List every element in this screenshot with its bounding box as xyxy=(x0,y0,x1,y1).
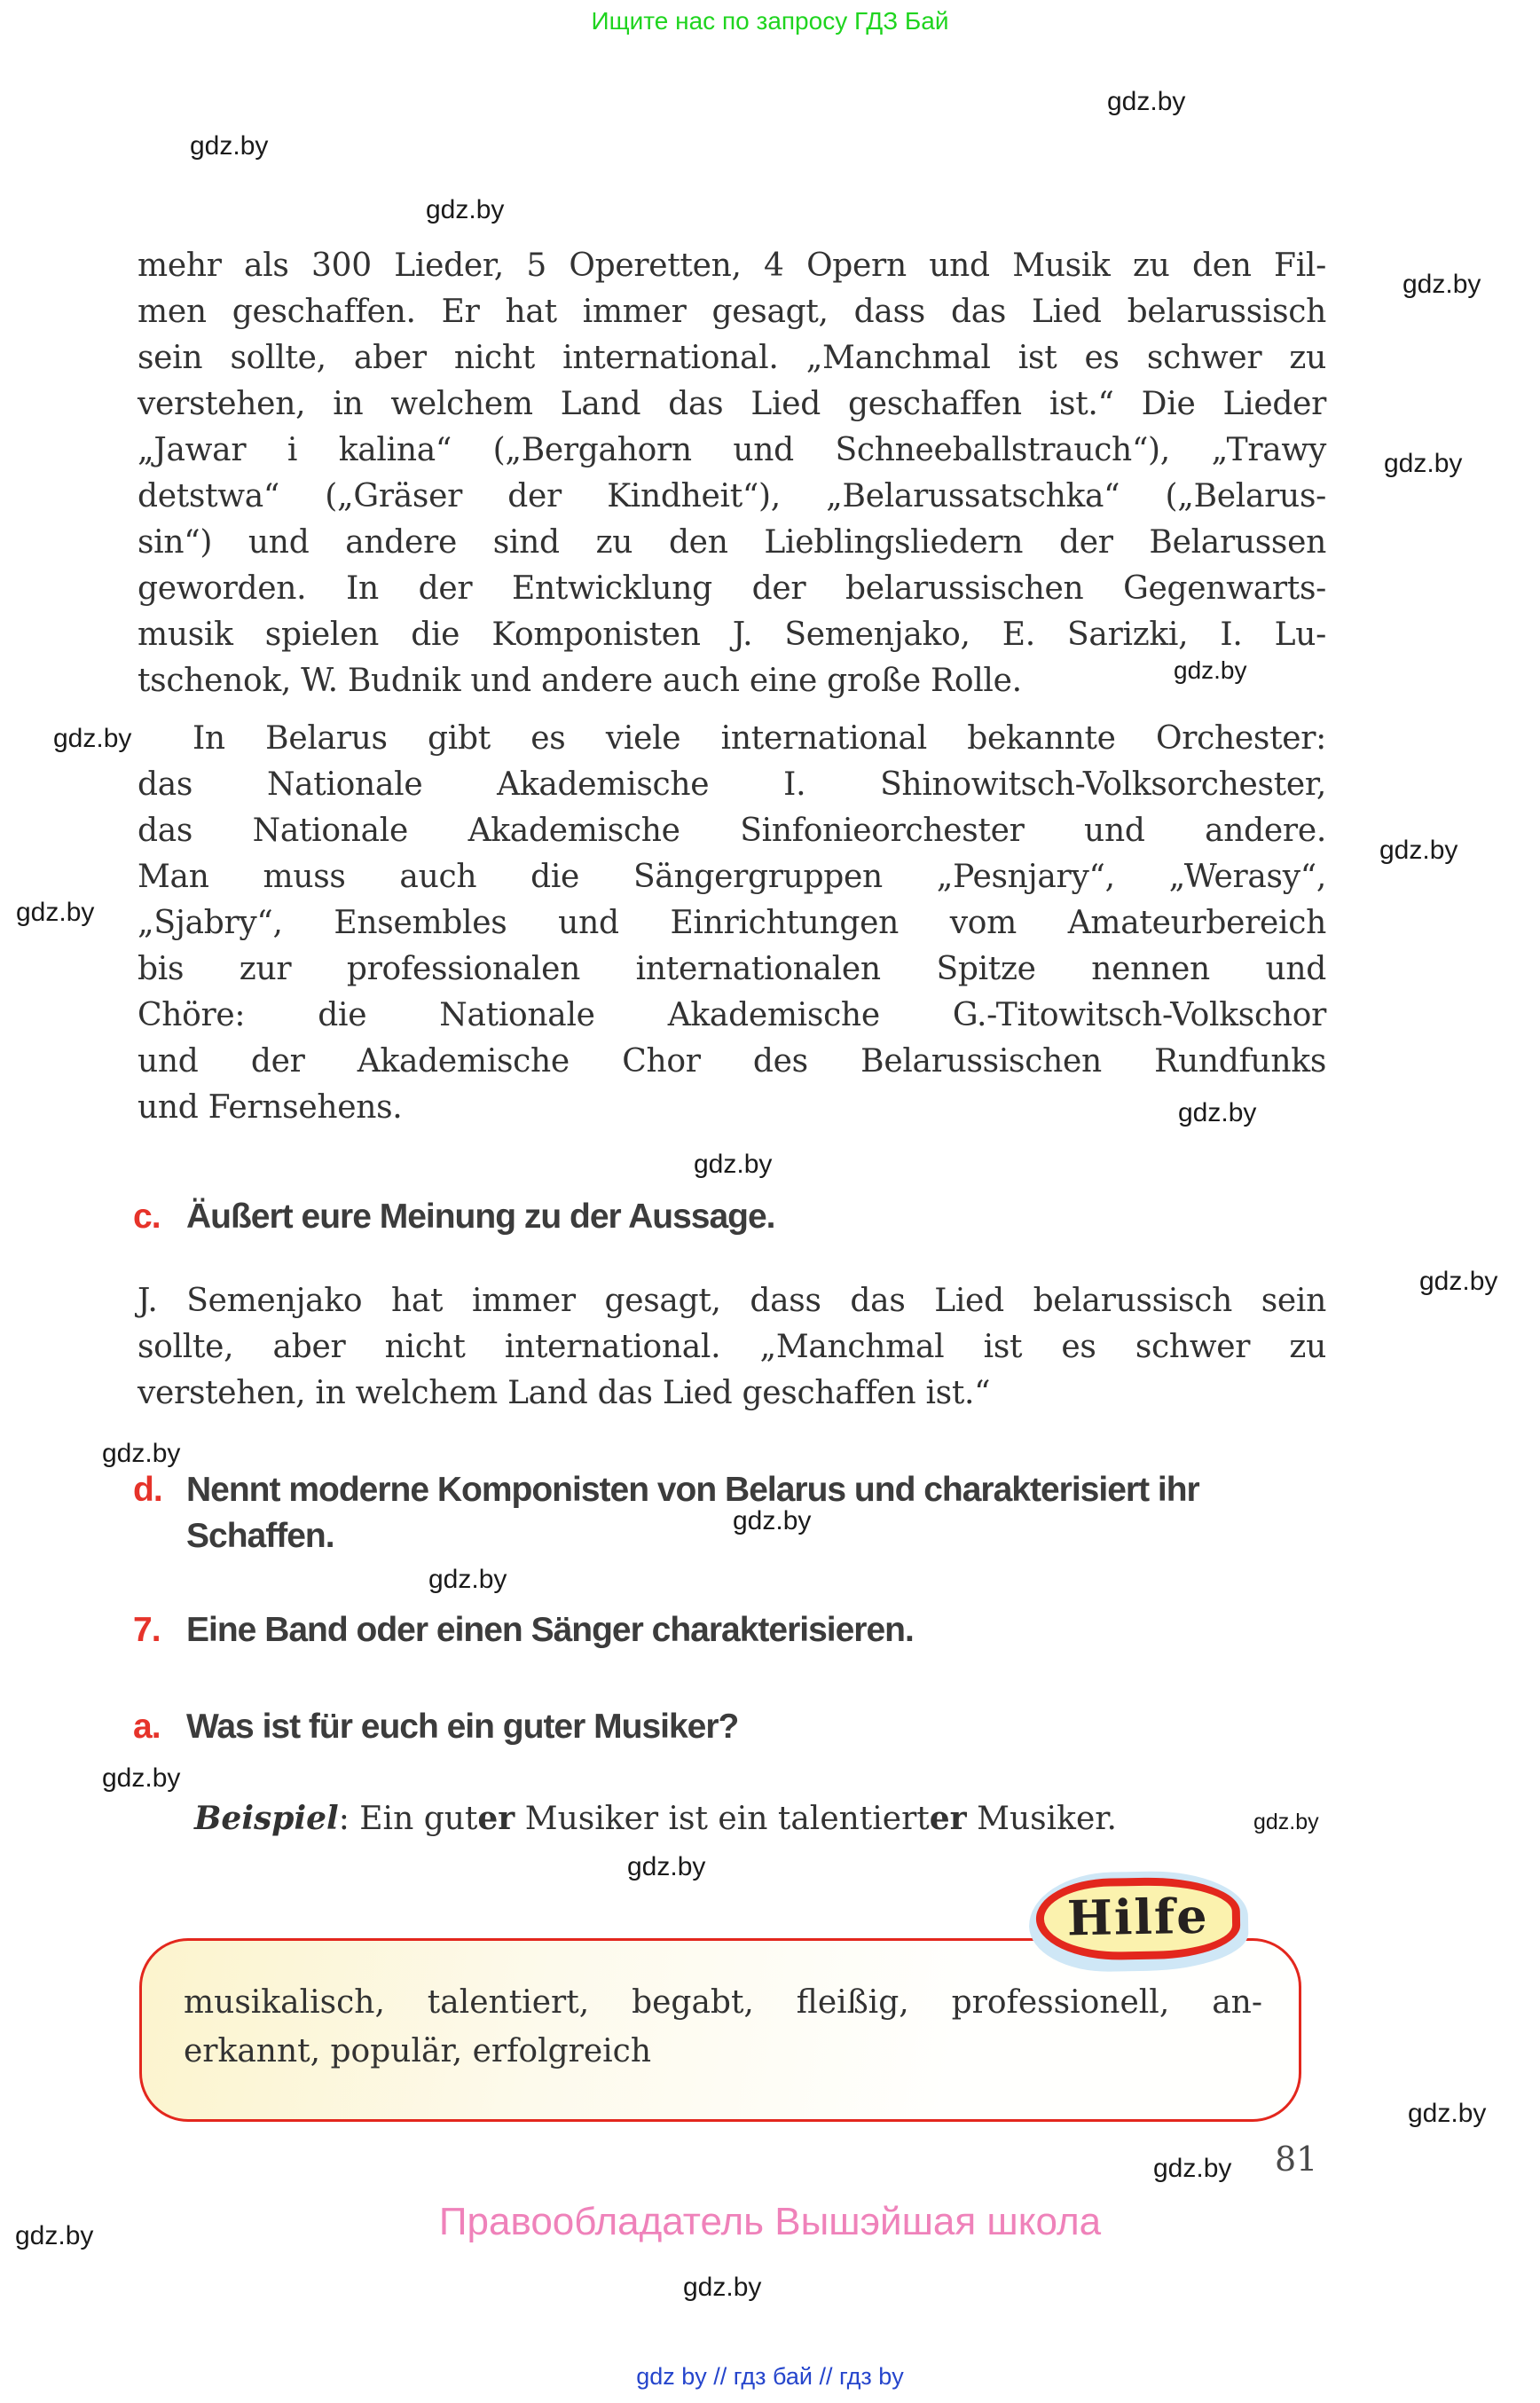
watermark-gdz: gdz.by xyxy=(190,131,269,161)
watermark-gdz: gdz.by xyxy=(627,1852,706,1881)
watermark-gdz: gdz.by xyxy=(1402,270,1481,299)
site-links[interactable]: gdz by // гдз бай // гдз by xyxy=(636,2363,904,2390)
text-line: Was ist für euch ein guter Musiker? xyxy=(186,1708,739,1746)
text-line: tschenok, W. Budnik und andere auch eine große Rolle. xyxy=(138,663,1022,699)
text-line: Äußert eure Meinung zu der Aussage. xyxy=(186,1198,775,1236)
task-d-heading xyxy=(133,1467,1331,1559)
text-line: musik spielen die Komponisten J. Semenjako, E. Sarizki, I. Lu- xyxy=(138,616,1326,653)
text-line: men geschaffen. Er hat immer gesagt, dass das Lied belarussisch xyxy=(138,294,1326,330)
watermark-gdz: gdz.by xyxy=(426,195,505,224)
text-line: In Belarus gibt es viele international bekannte Orchester: xyxy=(192,720,1326,757)
task-d-label: d. xyxy=(133,1471,162,1509)
promo-header: Ищите нас по запросу ГДЗ Бай xyxy=(591,7,949,35)
text-line: und Fernsehens. xyxy=(138,1089,403,1126)
text-line: musikalisch, talentiert, begabt, fleißig, professionell, an- xyxy=(184,1984,1262,2021)
text-line: „Sjabry“, Ensembles und Einrichtungen vom Amateurbereich xyxy=(138,905,1326,941)
watermark-gdz: gdz.by xyxy=(15,2221,94,2250)
watermark-gdz: gdz.by xyxy=(1153,2154,1232,2183)
task-a-label: a. xyxy=(133,1708,161,1746)
example-segment: er xyxy=(929,1800,967,1837)
hilfe-badge-glow xyxy=(1028,1870,1249,1973)
text-line: sin“) und andere sind zu den Lieblingsliedern der Belarussen xyxy=(138,524,1326,561)
text-line: Nennt moderne Komponisten von Belarus und charakterisiert ihr xyxy=(186,1471,1199,1509)
task-c-label: c. xyxy=(133,1198,161,1236)
task-7-label: 7. xyxy=(133,1611,161,1649)
text-line: Man muss auch die Sängergruppen „Pesnjary“, „Werasy“, xyxy=(138,859,1326,895)
watermark-gdz: gdz.by xyxy=(1379,836,1458,865)
watermark-gdz: gdz.by xyxy=(1408,2099,1487,2128)
text-line: mehr als 300 Lieder, 5 Operetten, 4 Opern und Musik zu den Fil- xyxy=(138,247,1326,284)
example-segment: Beispiel xyxy=(194,1800,339,1837)
example-segment: Musiker ist ein talentiert xyxy=(515,1801,930,1837)
text-line: und der Akademische Chor des Belarussischen Rundfunks xyxy=(138,1043,1326,1080)
task-c-text xyxy=(186,1194,1331,1240)
example-segment: Musiker. xyxy=(966,1801,1117,1837)
text-line: sein sollte, aber nicht international. „Manchmal ist es schwer zu xyxy=(138,340,1326,376)
example-segment: er xyxy=(477,1800,515,1837)
text-line: verstehen, in welchem Land das Lied geschaffen ist.“ Die Lieder xyxy=(138,386,1326,422)
watermark-gdz: gdz.by xyxy=(1419,1267,1498,1296)
watermark-gdz: gdz.by xyxy=(428,1565,507,1594)
copyright-footer: Правообладатель Вышэйшая школа xyxy=(438,2200,1102,2243)
text-line: Schaffen. xyxy=(186,1517,334,1555)
task-c-heading xyxy=(133,1194,1331,1240)
example-segment: : Ein gut xyxy=(338,1801,478,1837)
text-line: Eine Band oder einen Sänger charakterisieren. xyxy=(186,1611,914,1649)
page-number: 81 xyxy=(1275,2140,1318,2179)
text-line: bis zur professionalen internationalen Spitze nennen und xyxy=(138,951,1326,987)
watermark-gdz: gdz.by xyxy=(1174,656,1247,684)
text-line: das Nationale Akademische Sinfonieorchester und andere. xyxy=(138,813,1326,849)
text-line: geworden. In der Entwicklung der belarussischen Gegenwarts- xyxy=(138,570,1326,607)
text-line: erkannt, populär, erfolgreich xyxy=(184,2033,652,2069)
paragraph-orchestras xyxy=(138,716,1326,1131)
text-line: „Jawar i kalina“ („Bergahorn und Schneeballstrauch“), „Trawy xyxy=(138,432,1326,468)
text-line: das Nationale Akademische I. Shinowitsch-Volksorchester, xyxy=(138,766,1326,803)
task-d-text xyxy=(186,1467,1331,1559)
text-line: verstehen, in welchem Land das Lied geschaffen ist.“ xyxy=(138,1375,991,1411)
hilfe-badge xyxy=(1029,1872,1248,1971)
watermark-gdz: gdz.by xyxy=(1253,1810,1319,1834)
watermark-gdz: gdz.by xyxy=(16,898,95,927)
task-a-text xyxy=(186,1704,1331,1750)
watermark-gdz: gdz.by xyxy=(1178,1098,1257,1127)
hilfe-badge-text: Hilfe xyxy=(1066,1887,1210,1947)
watermark-gdz: gdz.by xyxy=(733,1506,812,1535)
task-a-heading xyxy=(133,1704,1331,1750)
example-sentence xyxy=(138,1795,1326,1842)
watermark-gdz: gdz.by xyxy=(102,1439,181,1468)
text-line: sollte, aber nicht international. „Manchmal ist es schwer zu xyxy=(138,1329,1326,1365)
hilfe-badge-ring xyxy=(1035,1876,1240,1961)
paragraph-semenjako-quote xyxy=(138,1278,1326,1417)
text-line: Chöre: die Nationale Akademische G.-Titowitsch-Volkschor xyxy=(138,997,1326,1033)
watermark-gdz: gdz.by xyxy=(694,1150,773,1179)
watermark-gdz: gdz.by xyxy=(1384,449,1463,478)
task-7-text xyxy=(186,1607,1331,1653)
task-7-heading xyxy=(133,1607,1331,1653)
watermark-gdz: gdz.by xyxy=(102,1763,181,1793)
watermark-gdz: gdz.by xyxy=(53,724,132,753)
watermark-gdz: gdz.by xyxy=(683,2273,762,2302)
text-line: J. Semenjako hat immer gesagt, dass das Lied belarussisch sein xyxy=(138,1283,1326,1319)
text-line: detstwa“ („Gräser der Kindheit“), „Belarussatschka“ („Belarus- xyxy=(138,478,1326,514)
paragraph-song-composers xyxy=(138,243,1326,704)
watermark-gdz: gdz.by xyxy=(1107,87,1186,116)
